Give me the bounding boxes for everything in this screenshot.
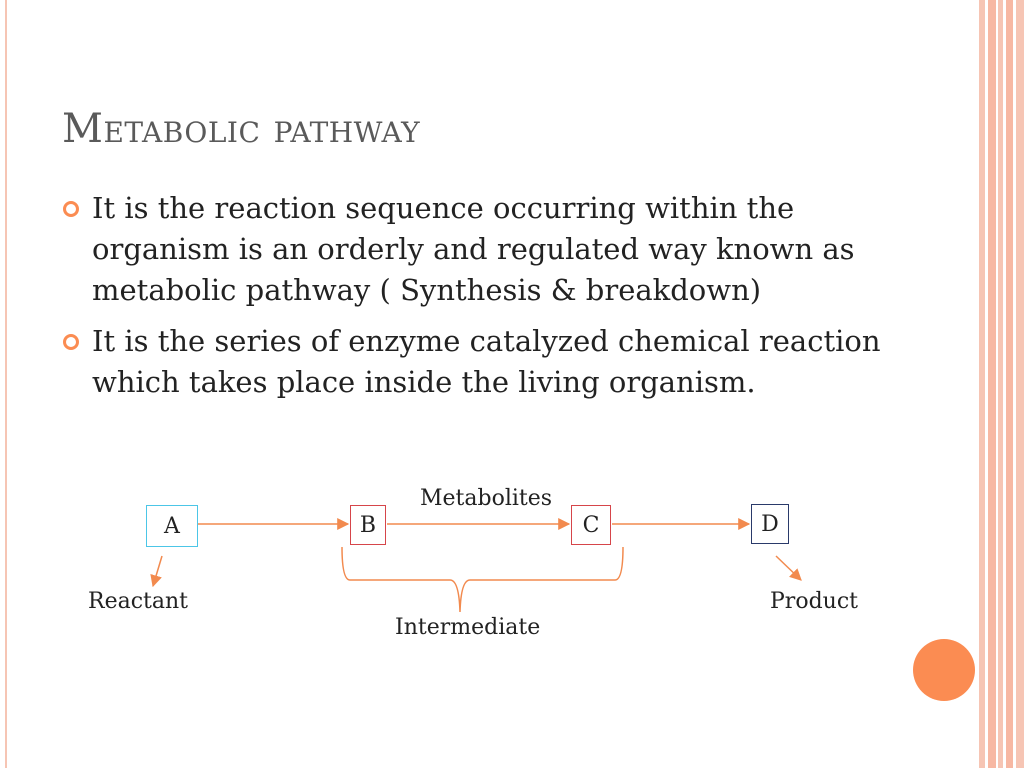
bullet-text: It is the reaction sequence occurring within the organism is an orderly and regulated way known as metabolic pathway ( Synthesis & breakdown) [92,191,855,307]
arrow-to-product [776,556,801,580]
metabolites-label: Metabolites [420,486,553,511]
reactant-label: Reactant [88,589,188,614]
bullet-text: It is the series of enzyme catalyzed chemical reaction which takes place inside the living organism. [92,324,881,399]
node-a: A [146,505,198,547]
intermediate-brace [342,547,623,612]
node-c: C [571,505,611,545]
arrow-to-reactant [153,556,162,586]
node-d: D [751,504,789,544]
slide-title: Metabolic pathway [62,106,421,152]
intermediate-label: Intermediate [395,615,541,640]
node-b: B [350,505,386,545]
product-label: Product [770,589,858,614]
